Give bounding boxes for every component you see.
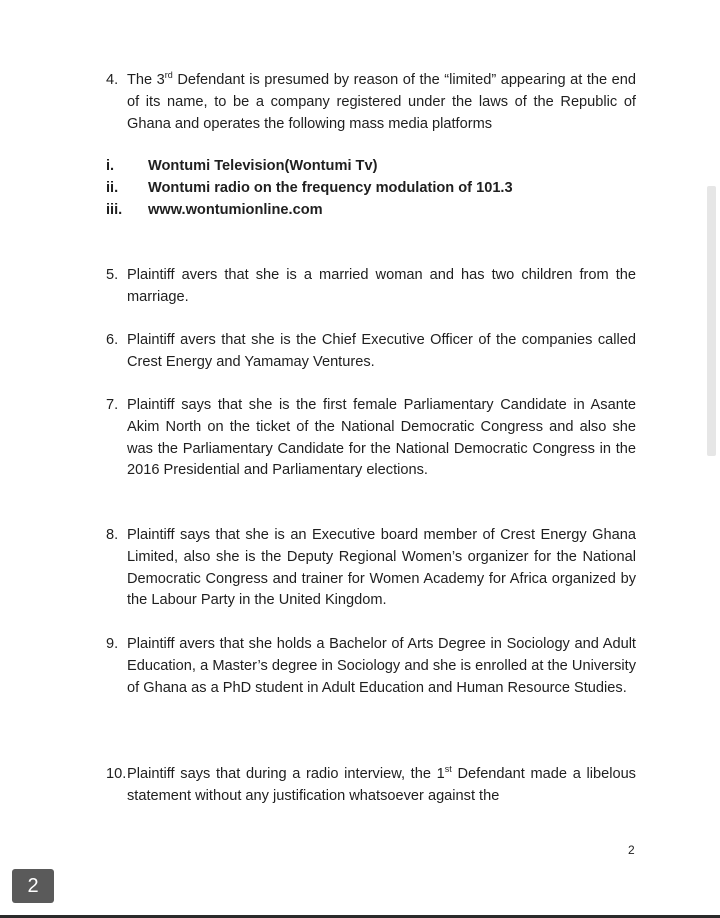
page-indicator-badge: 2 — [12, 869, 54, 903]
list-roman-numeral: ii. — [106, 179, 119, 196]
paragraph-6 — [106, 330, 636, 374]
media-platform-list — [106, 156, 626, 221]
paragraph-text: Plaintiff avers that she is the Chief Executive Officer of the companies called Crest Energy and Yamamay Ventures. — [127, 332, 636, 370]
list-roman-numeral: i. — [106, 158, 115, 174]
scrollbar-thumb[interactable] — [707, 186, 716, 456]
paragraph-text: The 3rd Defendant is presumed by reason of the “limited” appearing at the end of its name, to be a company registered under the laws of the Republic of Ghana and operates the following mass media platforms — [127, 70, 636, 132]
paragraph-8 — [106, 525, 636, 612]
paragraph-text: Plaintiff says that she is the first female Parliamentary Candidate in Asante Akim North on the ticket of the National Democratic Congress and also she was the Parliamentary Candidate for the National Democratic Congress in the 2016 Presidential and Parliamentary elections. — [127, 397, 636, 479]
list-item — [106, 156, 626, 178]
ordinal-suffix: st — [444, 764, 452, 775]
list-item-text: www.wontumionline.com — [148, 201, 323, 218]
ordinal-suffix: rd — [164, 70, 173, 81]
paragraph-number: 4. — [106, 72, 119, 88]
paragraph-10 — [106, 764, 636, 808]
list-item-text: Wontumi Television(Wontumi Tv) — [148, 158, 378, 174]
paragraph-7 — [106, 395, 636, 482]
paragraph-text: Plaintiff says that during a radio interview, the 1st Defendant made a libelous statement without any justification whatsoever against the — [127, 764, 636, 804]
paragraph-number: 8. — [106, 527, 119, 543]
list-item — [106, 200, 626, 222]
page-number: 2 — [628, 843, 635, 857]
scrollbar-track[interactable] — [706, 0, 720, 916]
paragraph-number: 5. — [106, 267, 119, 283]
paragraph-text: Plaintiff avers that she holds a Bachelor of Arts Degree in Sociology and Adult Education, a Master’s degree in Sociology and she is enrolled at the University of Ghana as a PhD student in Adult Education and Human Resource Studies. — [127, 636, 636, 696]
paragraph-number: 7. — [106, 397, 119, 413]
list-roman-numeral: iii. — [106, 201, 123, 218]
paragraph-number: 9. — [106, 636, 119, 652]
paragraph-text: Plaintiff says that she is an Executive board member of Crest Energy Ghana Limited, also she is the Deputy Regional Women’s organizer for the National Democratic Congress and trainer for Women Academy for Africa organized by the Labour Party in the United Kingdom. — [127, 527, 636, 609]
paragraph-number: 10. — [106, 766, 127, 782]
paragraph-9 — [106, 634, 636, 699]
paragraph-4 — [106, 70, 636, 135]
list-item — [106, 178, 626, 200]
paragraph-number: 6. — [106, 332, 119, 348]
list-item-text: Wontumi radio on the frequency modulation of 101.3 — [148, 179, 513, 196]
paragraph-text: Plaintiff avers that she is a married woman and has two children from the marriage. — [127, 267, 636, 305]
paragraph-5 — [106, 265, 636, 309]
